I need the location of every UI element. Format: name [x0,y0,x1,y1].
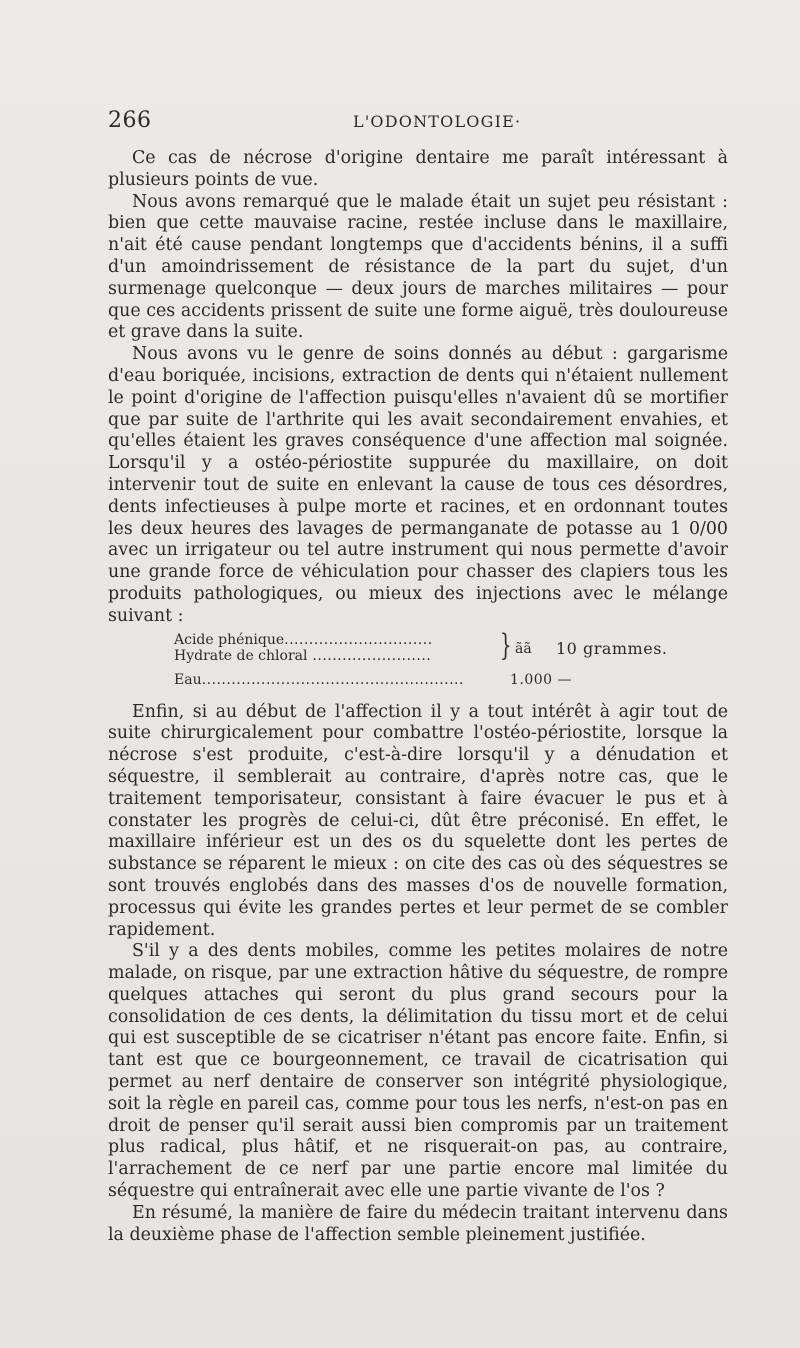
paragraph-4: Enfin, si au début de l'affection il y a tout intérêt à agir tout de suite chirurgicalement pour combattre l'ostéo-périostite, lorsque la nécrose s'est produite, c'est-à-dire lorsqu'il y a dénudation et séquestre, il semblerait au contraire, d'après notre cas, que le traitement temporisateur, consistant à faire évacuer le pus et à constater les progrès de celui-ci, dût être préconisé. En effet, le maxillaire inférieur est un des os du squelette dont les pertes de substance se réparent le mieux : on cite des cas où des séquestres se sont trouvés englobés dans des masses d'os de nouvelle formation, processus qui évite les grandes pertes et leur permet de se combler rapidement. [108,701,728,940]
formula-row-acide [174,632,433,648]
leader-dots: ........................ [307,647,432,664]
formula-amount-1: 10 grammes. [556,638,668,658]
formula-row-eau [174,672,464,688]
brace-symbol: } [500,627,512,663]
running-title: L'ODONTOLOGIE· [353,112,522,131]
leader-dots: ..................................................... [201,671,464,688]
page-number: 266 [108,108,152,133]
paragraph-2: Nous avons remarqué que le malade était un sujet peu résistant : bien que cette mauvaise racine, restée incluse dans le maxillaire, n'ait été cause pendant longtemps que d'accidents bénins, il a suffi d'un amoindrissement de résistance de la part du sujet, d'un surmenage quelconque — deux jours de marches militaires — pour que ces accidents prissent de suite une forme aiguë, très douloureuse et grave dans la suite. [108,191,728,343]
formula-ingredient-2: Hydrate de chloral [174,647,308,664]
formula-ingredient-3: Eau [174,671,202,688]
formula-ingredient-1: Acide phénique [174,631,285,648]
paragraph-1: Ce cas de nécrose d'origine dentaire me paraît intéressant à plusieurs points de vue. [108,148,728,190]
formula-row-chloral [174,648,431,664]
prescription-formula [108,627,728,696]
paragraph-3: Nous avons vu le genre de soins donnés au début : gargarisme d'eau boriquée, incisions, extraction de dents qui n'étaient nullement le point d'origine de l'affection puisqu'elles n'avaient dû se mortifier que par suite de l'arthrite qui les avait secondairement envahies, et qu'elles étaient les graves conséquence d'une affection mal soignée. Lorsqu'il y a ostéo-périostite suppurée du maxillaire, on doit intervenir tout de suite en enlevant la cause de tous ces désordres, dents infectieuses à pulpe morte et racines, et en ordonnant toutes les deux heures des lavages de permanganate de potasse au 1 0/00 avec un irrigateur ou tel autre instrument qui nous permette d'avoir une grande force de véhiculation pour chasser des clapiers tous les produits pathologiques, ou mieux des injections avec le mélange suivant : [108,344,728,626]
page-header [108,108,728,138]
formula-aa: ãã [515,640,532,657]
paragraph-5: S'il y a des dents mobiles, comme les petites molaires de notre malade, on risque, par une extraction hâtive du séquestre, de rompre quelques attaches qui seront du plus grand secours pour la consolidation de ces dents, la délimitation du tissu mort et de celui qui est susceptible de se cicatriser n'étant pas encore faite. Enfin, si tant est que ce bourgeonnement, ce travail de cicatrisation qui permet au nerf dentaire de conserver son intégrité physiologique, soit la règle en pareil cas, comme pour tous les nerfs, n'est-on pas en droit de penser qu'il serait aussi bien compromis par un traitement plus radical, plus hâtif, et ne risquerait-on pas, au contraire, l'arrachement de ce nerf par une partie encore mal limitée du séquestre qui entraînerait avec elle une partie vivante de l'os ? [108,941,728,1202]
leader-dots: .............................. [284,631,433,648]
page-body [108,148,728,1246]
formula-amount-2: 1.000 — [510,671,573,688]
paragraph-6: En résumé, la manière de faire du médecin traitant intervenu dans la deuxième phase de l'affection semble pleinement justifiée. [108,1202,728,1245]
